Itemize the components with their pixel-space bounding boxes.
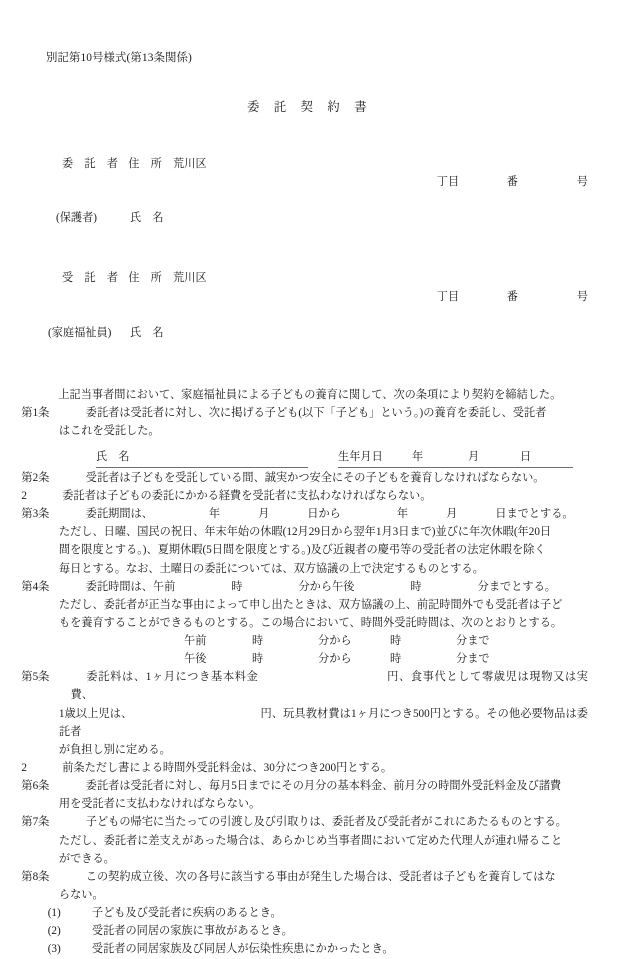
child-name-label: 氏 名 [96, 451, 130, 464]
article-2-p2-text: 委託者は子どもの委託にかかる経費を受託者に支払わなければならない。 [62, 489, 432, 502]
article-5-p2-line-1 [21, 759, 588, 777]
article-3-year2: 年 [396, 508, 409, 521]
article-8-item-2-number: (2) [47, 925, 61, 938]
article-8-item-1 [46, 904, 588, 922]
overtime-pm-hour1: 時 [252, 653, 264, 666]
article-4-hour2: 時 [410, 580, 422, 593]
child-birth-month: 月 [468, 451, 480, 464]
article-5-line-1 [21, 668, 588, 704]
article-4-minute-to: 分までとする。 [477, 580, 556, 593]
overtime-pm-hour2: 時 [390, 653, 402, 666]
child-birth-day: 日 [520, 451, 532, 464]
article-7-line-2: ただし、委託者に差支えがあった場合は、あらかじめ当事者間において定めた代理人が連れ帰ること [58, 834, 563, 847]
article-8-text-1: この契約成立後、次の各号に該当する事由が発生した場合は、受託者は子どもを養育してはな [85, 870, 556, 883]
child-name-field[interactable] [96, 449, 308, 467]
trustee-unit-go: 号 [576, 290, 588, 303]
article-3-year: 年 [208, 508, 221, 521]
article-5-line-3: が負担し別に定める。 [58, 743, 171, 756]
article-8-line-2: らない。 [58, 889, 104, 902]
article-8-item-3-text: 受託者の同居家族及び同居人が伝染性疾患にかかったとき。 [91, 943, 394, 956]
article-5-fee-mid: 円、食事代として零歳児は現物又は実費、 [70, 671, 588, 702]
spacer-between-parties [46, 227, 588, 269]
article-3-line-3: 間を限度とする。)、夏期休暇(5日間を限度とする。)及び近親者の慶弔等の受託者の法定休暇を除く [58, 544, 546, 557]
article-8-item-1-text: 子ども及び受託者に疾病のあるとき。 [91, 907, 282, 920]
page-title [46, 98, 588, 117]
article-5 [21, 668, 588, 759]
entruster-role-sub: (保護者) [56, 212, 98, 225]
article-3-line-1 [21, 505, 588, 523]
article-3-line-4: 毎日とする。なお、土曜日の委託については、双方協議の上で決定するものとする。 [58, 562, 484, 575]
trustee-block [46, 269, 588, 342]
article-8-label: 第8条 [21, 870, 50, 883]
entruster-address-units [414, 155, 588, 209]
article-4-hour: 時 [231, 580, 243, 593]
article-7-line-1 [21, 813, 588, 831]
article-2-p2-label: 2 [21, 489, 27, 502]
article-3-period-prefix: 委託期間は、 [85, 508, 153, 521]
article-1-line-1 [21, 404, 588, 422]
entruster-address-value: 荒川区 [172, 157, 207, 170]
article-4-line-3: もを養育することができるものとする。この場合において、時間外受託時間は、次のとおりとする。 [58, 616, 563, 629]
child-birthdate-field[interactable] [338, 449, 573, 467]
article-3-line-2: ただし、日曜、国民の祝日、年末年始の休暇(12月29日から翌年1月3日まで)並びに年次休暇(年20日 [58, 526, 552, 539]
article-2-p2-line-1 [21, 487, 588, 505]
article-4-minute-from: 分から午後 [298, 580, 355, 593]
spacer-before-preamble [46, 342, 588, 386]
article-7-text-1: 子どもの帰宅に当たっての引渡し及び引取りは、委託者及び受託者がこれにあたるものとする。 [85, 816, 567, 829]
preamble-paragraph: 上記当事者間において、家庭福祉員による子どもの養育に関して、次の条項により契約を締結した。 [58, 389, 562, 402]
article-8-item-3 [46, 940, 588, 958]
article-5-line2-prefix: 1歳以上児は、 [58, 707, 133, 720]
overtime-pm-label: 午後 [184, 653, 207, 666]
title-char-1: 委 [247, 99, 260, 114]
entruster-name-row [46, 209, 588, 227]
trustee-unit-chome: 丁目 [436, 290, 460, 303]
article-6-text-1: 委託者は受託者に対し、毎月5日までにその月分の基本料金、前月分の時間外受託料金及び諸費 [85, 780, 562, 793]
trustee-address-row [46, 269, 588, 323]
entruster-block [46, 155, 588, 228]
article-1 [21, 404, 588, 440]
article-3-day-to: 日までとする。 [495, 508, 574, 521]
overtime-time-table [46, 632, 588, 668]
title-char-5: 書 [354, 99, 367, 114]
trustee-role-label: 受 託 者 [62, 272, 118, 285]
article-7 [21, 813, 588, 867]
article-2 [21, 469, 588, 487]
article-6-line-1 [21, 777, 588, 795]
article-5-p2-text: 前条ただし書による時間外受託料金は、30分につき200円とする。 [62, 762, 393, 775]
title-char-3: 契 [300, 99, 314, 114]
entruster-unit-chome: 丁目 [436, 176, 460, 189]
article-8-item-1-number: (1) [47, 907, 61, 920]
article-1-text-1: 委託者は受託者に対し、次に掲げる子ども(以下「子ども」という。)の養育を委託し、受託者 [85, 407, 547, 420]
entruster-unit-go: 号 [576, 176, 588, 189]
overtime-am-to: 分まで [456, 635, 490, 648]
article-5-p2-label: 2 [21, 762, 27, 775]
overtime-am-label: 午前 [184, 635, 207, 648]
article-2-text-1: 受託者は子どもを受託している間、誠実かつ安全にその子どもを養育しなければならない。 [85, 471, 545, 484]
form-number: 別記第10号様式(第13条関係) [46, 52, 192, 64]
trustee-name-label: 氏 名 [130, 326, 164, 339]
article-6-line-2: 用を受託者に支払わなければならない。 [58, 798, 261, 811]
title-char-2: 託 [273, 99, 287, 114]
article-7-label: 第7条 [21, 816, 50, 829]
child-birth-year: 年 [412, 451, 424, 464]
article-5-line2-mid: 円、玩具教材費は1ヶ月につき500円とする。その他必要物品は委託者 [58, 707, 588, 738]
overtime-am-hour1: 時 [252, 635, 264, 648]
article-5-paragraph-2 [21, 759, 588, 777]
overtime-pm-to: 分まで [456, 653, 490, 666]
trustee-address-label: 住 所 [128, 272, 162, 285]
article-1-line-2: はこれを受託した。 [58, 425, 160, 438]
article-8-line-1 [21, 868, 588, 886]
child-info-row [46, 449, 588, 467]
article-3-day-from: 日から [307, 508, 341, 521]
article-4-line-2: ただし、委託者が正当な事由によって申し出たときは、双方協議の上、前記時間外でも受託者は子ど [58, 598, 563, 611]
title-char-4: 約 [327, 99, 341, 114]
trustee-name-row [46, 324, 588, 342]
entruster-role-label: 委 託 者 [62, 157, 118, 170]
article-5-fee-prefix: 委託料は、1ヶ月につき基本料金 [85, 671, 259, 684]
overtime-row-am [46, 632, 588, 650]
trustee-unit-ban: 番 [506, 290, 518, 303]
article-5-line-2 [46, 705, 588, 741]
article-2-paragraph-2 [21, 487, 588, 505]
article-5-label: 第5条 [21, 671, 50, 684]
overtime-am-from: 分から [318, 635, 352, 648]
article-1-label: 第1条 [21, 407, 50, 420]
child-birth-label: 生年月日 [338, 451, 383, 464]
article-8-item-2 [46, 922, 588, 940]
overtime-am-hour2: 時 [390, 635, 402, 648]
article-8-item-2-text: 受託者の同居の家族に事故があるとき。 [91, 925, 293, 938]
overtime-row-pm [46, 650, 588, 668]
article-4-hours-prefix: 委託時間は、午前 [85, 580, 176, 593]
entruster-unit-ban: 番 [506, 176, 518, 189]
article-4-label: 第4条 [21, 580, 50, 593]
article-8 [21, 868, 588, 904]
entruster-name-label: 氏 名 [130, 212, 164, 225]
article-3-label: 第3条 [21, 508, 50, 521]
article-4 [21, 578, 588, 632]
trustee-role-sub: (家庭福祉員) [48, 326, 112, 339]
article-6-label: 第6条 [21, 780, 50, 793]
article-2-line-1 [21, 469, 588, 487]
entruster-address-label: 住 所 [128, 157, 162, 170]
article-4-line-1 [21, 578, 588, 596]
article-7-line-3: ができる。 [58, 852, 115, 865]
article-3 [21, 505, 588, 578]
article-3-month: 月 [258, 508, 270, 521]
article-2-label: 第2条 [21, 471, 50, 484]
trustee-address-value: 荒川区 [172, 272, 207, 285]
trustee-address-units [414, 269, 588, 323]
article-8-item-3-number: (3) [47, 943, 61, 956]
article-6 [21, 777, 588, 813]
overtime-pm-from: 分から [318, 653, 352, 666]
entruster-address-row [46, 155, 588, 209]
article-3-month2: 月 [446, 508, 458, 521]
